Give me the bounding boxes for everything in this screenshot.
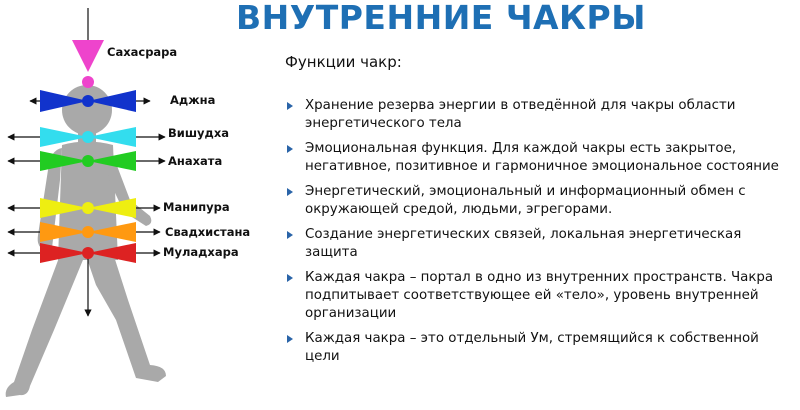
page-title: ВНУТРЕННИЕ ЧАКРЫ	[236, 0, 646, 37]
functions-list	[285, 97, 785, 373]
list-item: Эмоциональная функция. Для каждой чакры есть закрытое, негативное, позитивное и гармоничное эмоциональное состояние	[285, 140, 785, 176]
list-item: Каждая чакра – это отдельный Ум, стремящийся к собственной цели	[285, 330, 785, 366]
chakra-label: Аджна	[170, 93, 216, 107]
chakra-label: Манипура	[163, 200, 230, 214]
list-item: Энергетический, эмоциональный и информационный обмен с окружающей средой, людьми, эгрегорами.	[285, 183, 785, 219]
chakra-label: Вишудха	[168, 126, 229, 140]
chakra-label: Анахата	[168, 154, 223, 168]
list-item: Хранение резерва энергии в отведённой для чакры области энергетического тела	[285, 97, 785, 133]
chakra-sahasrara	[72, 40, 177, 88]
list-item: Каждая чакра – портал в одно из внутренних пространств. Чакра подпитывает соответствующее ей «тело», уровень внутренней организации	[285, 269, 785, 323]
chakra-label: Муладхара	[163, 245, 239, 259]
chakra-label: Свадхистана	[165, 225, 251, 239]
functions-heading: Функции чакр:	[285, 53, 402, 71]
chakra-label: Сахасрара	[107, 45, 178, 59]
list-item: Создание энергетических связей, локальная энергетическая защита	[285, 226, 785, 262]
